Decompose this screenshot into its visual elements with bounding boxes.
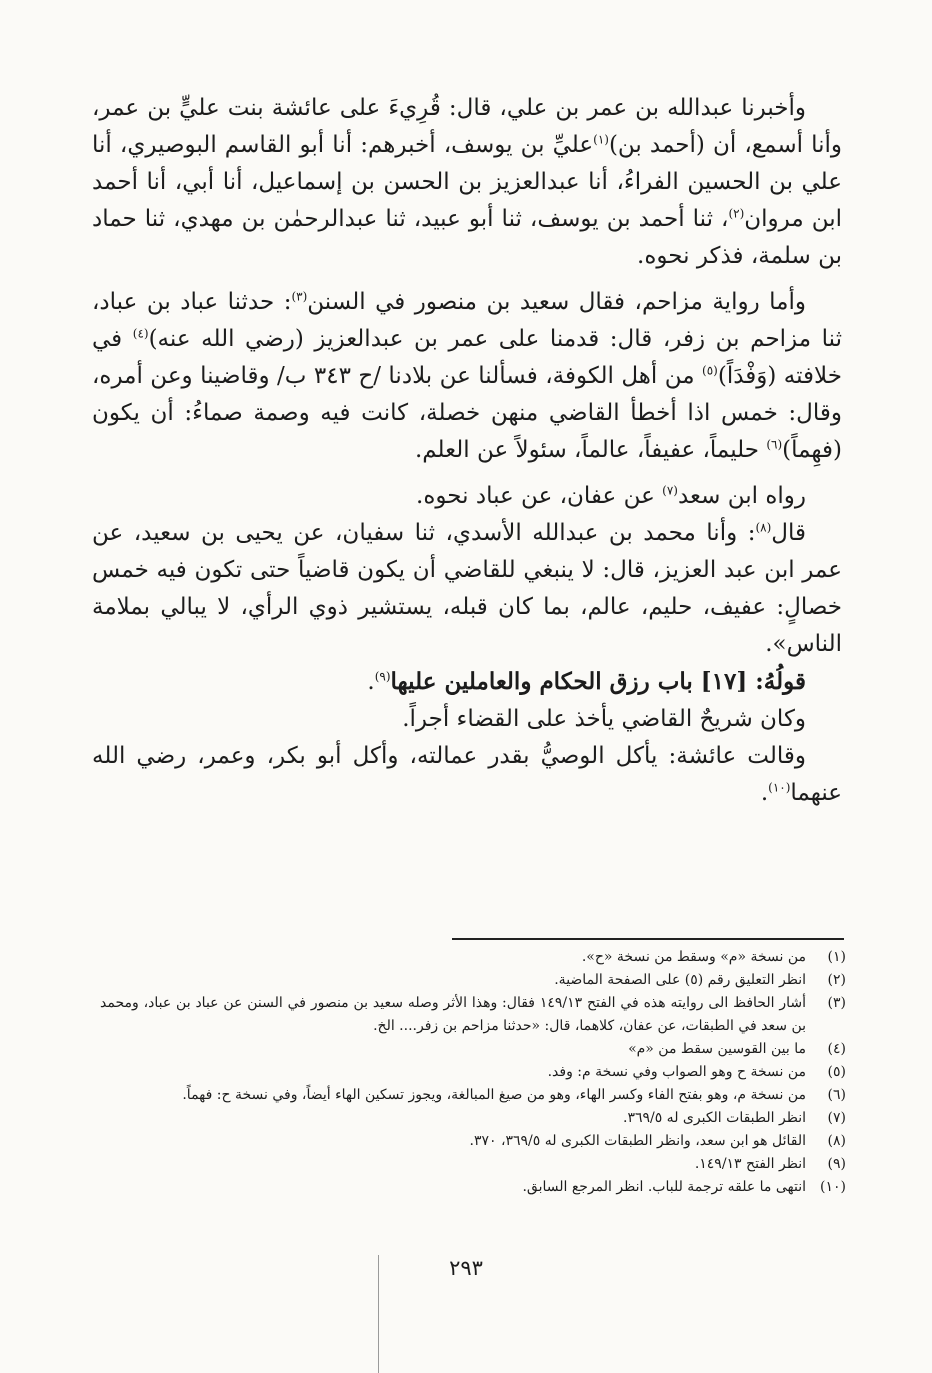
footnote-text: ما بين القوسين سقط من «م» xyxy=(628,1041,806,1057)
footnote-text: من نسخة م، وهو بفتح الفاء وكسر الهاء، وهو من صيغ المبالغة، ويجوز تسكين الهاء أيضاً، وفي نسخة ح: فهماً. xyxy=(182,1087,806,1103)
chapter-heading: قولُهُ: [١٧] باب رزق الحكام والعاملين عليها$^{(٩)}$. xyxy=(367,668,806,695)
footnote-ref-1[interactable]: (١) xyxy=(593,132,609,147)
footnote-8 xyxy=(100,1130,846,1153)
footnote-text: انظر الفتح ١٤٩/١٣. xyxy=(694,1156,806,1172)
footnote-number: (٢) xyxy=(827,972,846,988)
footnote-ref-8[interactable]: (٨) xyxy=(755,520,772,535)
footnote-number: (٧) xyxy=(827,1110,846,1126)
footnotes xyxy=(100,946,846,1199)
paragraph-5: وكان شريحٌ القاضي يأخذ على القضاء أجراً. xyxy=(402,706,806,732)
paragraph-3: رواه ابن سعد$^{(٧)}$ عن عفان، عن عباد نحوه. xyxy=(416,483,806,509)
footnote-number: (٥) xyxy=(827,1064,846,1080)
footnote-2 xyxy=(100,969,846,992)
page-crease-line xyxy=(378,1255,379,1373)
footnote-divider xyxy=(452,938,844,940)
paragraph-2: وأما رواية مزاحم، فقال سعيد بن منصور في السنن$^{(٣)}$: حدثنا عباد بن عباد، ثنا مزاحم بن زفر، قال: قدمنا على عمر بن عبدالعزيز (رضي الله عنه)$^{(٤)}$ في خلافته (وَفْدَاً)$^{(٥)}$ من أهل الكوفة، فسألنا عن بلادنا /ح ٣٤٣ ب/ وقاضينا وعن أمره، وقال: خمس اذا أخطأ القاضي منهن خصلة، كانت فيه وصمة صماءُ: أن يكون (فهِماً)$^{(٦)}$ حليماً، عفيفاً، عالماً، سئولاً عن العلم. xyxy=(92,289,842,463)
footnote-text: انظر التعليق رقم (٥) على الصفحة الماضية. xyxy=(554,972,806,988)
footnote-number: (٩) xyxy=(827,1156,846,1172)
footnote-ref-4[interactable]: (٤) xyxy=(132,326,149,341)
footnote-text: انظر الطبقات الكبرى له ٣٦٩/٥. xyxy=(622,1110,806,1126)
footnote-number: (١) xyxy=(827,949,846,965)
footnote-ref-10[interactable]: (١٠) xyxy=(768,780,791,795)
footnote-text: من نسخة «م» وسقط من نسخة «ح». xyxy=(581,949,806,965)
footnote-number: (٦) xyxy=(827,1087,846,1103)
paragraph-6: وقالت عائشة: يأكل الوصيُّ بقدر عمالته، وأكل أبو بكر، وعمر، رضي الله عنهما$^{(١٠)}$. xyxy=(92,743,842,806)
paragraph-4: قال$^{(٨)}$: وأنا محمد بن عبدالله الأسدي، ثنا سفيان، عن يحيى بن سعيد، عن عمر ابن عبد العزيز، قال: لا ينبغي للقاضي أن يكون قاضياً حتى تكون فيه خمس خصالٍ: عفيف، حليم، عالم، بما كان قبله، يستشير ذوي الرأي، لا يبالي بملامة الناس». xyxy=(92,520,842,657)
footnote-ref-9[interactable]: (٩) xyxy=(374,669,391,684)
main-text xyxy=(92,90,842,812)
footnote-5 xyxy=(100,1061,846,1084)
footnote-number: (٣) xyxy=(827,995,846,1011)
footnote-1 xyxy=(100,946,846,969)
page-number: ٢٩٣ xyxy=(449,1256,483,1280)
footnote-6 xyxy=(100,1084,846,1107)
footnote-7 xyxy=(100,1107,846,1130)
footnote-number: (٨) xyxy=(827,1133,846,1149)
footnote-9 xyxy=(100,1153,846,1176)
paragraph-1: وأخبرنا عبدالله بن عمر بن علي، قال: قُرِيءَ على عائشة بنت عليٍّ بن عمر، وأنا أسمع، أن (أحمد بن)$^{(١)}$عليِّ بن يوسف، أخبرهم: أنا أبو القاسم البوصيري، أنا علي بن الحسين الفراءُ، أنا عبدالعزيز بن الحسن بن إسماعيل، أنا أبي، أنا أحمد ابن مروان$^{(٢)}$، ثنا أحمد بن يوسف، ثنا أبو عبيد، ثنا عبدالرحمٰن بن مهدي، ثنا حماد بن سلمة، فذكر نحوه. xyxy=(92,95,842,269)
footnote-4 xyxy=(100,1038,846,1061)
footnote-ref-7[interactable]: (٧) xyxy=(662,483,678,498)
footnote-text: أشار الحافظ الى روايته هذه في الفتح ١٤٩/١٣ فقال: وهذا الأثر وصله سعيد بن منصور في السنن عن عباد بن عباد، ومحمد بن سعد في الطبقات، عن عفان، كلاهما، قال: «حدثنا مزاحم بن زفر.... الخ. xyxy=(100,995,807,1034)
footnote-ref-5[interactable]: (٥) xyxy=(702,363,718,378)
footnote-ref-3[interactable]: (٣) xyxy=(291,289,308,304)
footnote-text: من نسخة ح وهو الصواب وفي نسخة م: وفد. xyxy=(547,1064,806,1080)
footnote-text: انتهى ما علقه ترجمة للباب. انظر المرجع السابق. xyxy=(522,1179,806,1195)
footnote-3 xyxy=(100,992,846,1038)
footnote-10 xyxy=(100,1176,846,1199)
footnote-ref-6[interactable]: (٦) xyxy=(766,437,783,452)
footnote-number: (٤) xyxy=(827,1041,846,1057)
footnote-number: (١٠) xyxy=(820,1179,846,1195)
footnote-ref-2[interactable]: (٢) xyxy=(728,206,745,221)
footnote-text: القائل هو ابن سعد، وانظر الطبقات الكبرى له ٣٦٩/٥، ٣٧٠. xyxy=(469,1133,806,1149)
